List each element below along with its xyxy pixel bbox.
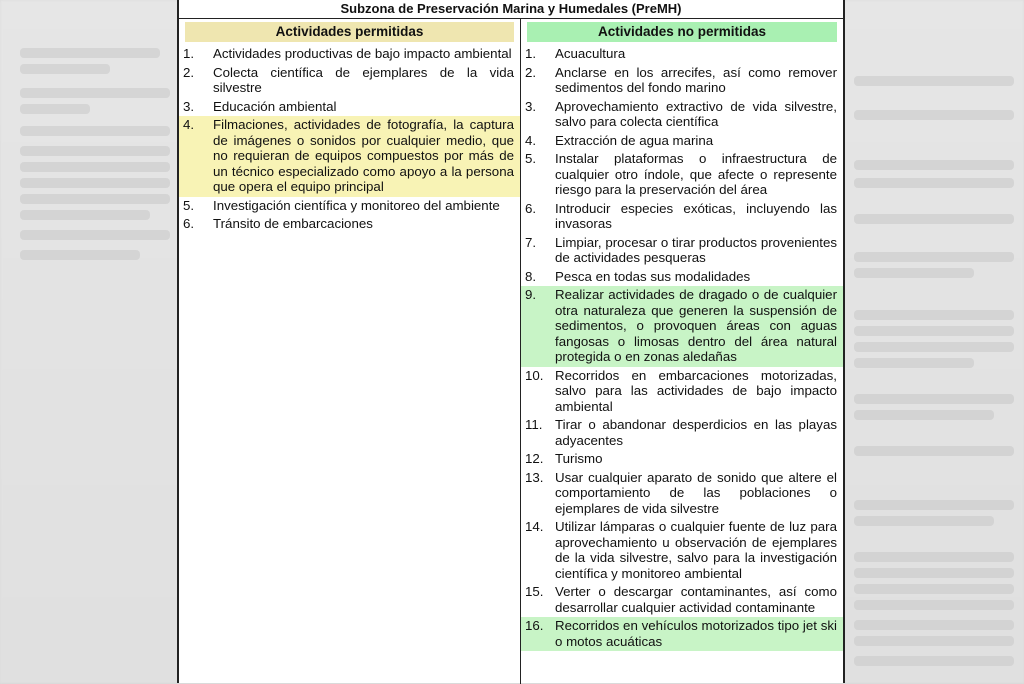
list-item: [179, 45, 520, 64]
item-number: 4.: [183, 117, 195, 132]
item-number: 4.: [525, 132, 537, 148]
item-number: 13.: [525, 469, 544, 485]
item-number: 6.: [183, 216, 195, 231]
list-item: [521, 416, 843, 450]
list-item: [521, 286, 843, 367]
blurred-left-margin: [0, 0, 175, 683]
item-number: 2.: [525, 64, 537, 80]
item-text: Recorridos en embarcaciones motorizadas, salvo para las actividades de bajo impacto ambiental: [555, 367, 837, 414]
permitted-list: [179, 45, 520, 234]
item-number: 9.: [525, 287, 537, 302]
item-text: Instalar plataformas o infraestructura de cualquier otro índole, que afecte o represente riesgo para la preservación del área: [555, 151, 837, 197]
document-table: [177, 0, 845, 683]
item-text: Introducir especies exóticas, incluyendo las invasoras: [555, 200, 837, 231]
item-number: 8.: [525, 268, 537, 284]
item-text: Colecta científica de ejemplares de la vida silvestre: [213, 64, 514, 95]
item-number: 1.: [525, 46, 537, 61]
item-number: 16.: [525, 618, 544, 633]
item-text: Realizar actividades de dragado o de cualquier otra naturaleza que generen la suspensión de sedimentos, o provoquen áreas con aguas fangosas o limosas dentro del área natural protegida o en zonas aledañas: [555, 287, 837, 364]
list-item: [521, 200, 843, 234]
item-text: Tirar o abandonar desperdicios en las playas adyacentes: [555, 417, 837, 448]
table-columns: [179, 19, 843, 684]
list-item: [521, 583, 843, 617]
item-text: Recorridos en vehículos motorizados tipo jet ski o motos acuáticas: [555, 618, 837, 649]
list-item: [179, 98, 520, 117]
item-number: 5.: [525, 151, 537, 166]
list-item: [179, 215, 520, 234]
table-title: Subzona de Preservación Marina y Humedales (PreMH): [179, 0, 843, 19]
not-permitted-header: Actividades no permitidas: [527, 22, 837, 42]
list-item: [521, 234, 843, 268]
list-item: [521, 132, 843, 151]
item-number: 1.: [183, 46, 195, 61]
item-text: Aprovechamiento extractivo de vida silvestre, salvo para colecta científica: [555, 98, 837, 129]
list-item: [179, 64, 520, 98]
item-text: Verter o descargar contaminantes, así como desarrollar cualquier actividad contaminante: [555, 584, 837, 615]
item-number: 7.: [525, 234, 537, 250]
item-number: 3.: [525, 98, 537, 114]
list-item: [179, 197, 520, 216]
item-text: Utilizar lámparas o cualquier fuente de luz para aprovechamiento u observación de ejemplares de la vida silvestre, salvo para la investigación científica y monitoreo ambiental: [555, 519, 837, 581]
list-item: [521, 450, 843, 469]
item-text: Acuacultura: [555, 46, 626, 61]
not-permitted-column: [521, 19, 843, 684]
list-item: [521, 64, 843, 98]
item-text: Actividades productivas de bajo impacto ambiental: [213, 46, 512, 61]
list-item: [521, 45, 843, 64]
item-text: Anclarse en los arrecifes, así como remover sedimentos del fondo marino: [555, 64, 837, 95]
item-number: 2.: [183, 64, 195, 80]
item-text: Turismo: [555, 451, 603, 466]
item-text: Investigación científica y monitoreo del ambiente: [213, 197, 500, 213]
item-number: 10.: [525, 367, 544, 383]
permitted-column: [179, 19, 521, 684]
blurred-right-margin: [844, 0, 1024, 683]
item-text: Usar cualquier aparato de sonido que altere el comportamiento de las poblaciones o ejemplares de vida silvestre: [555, 469, 837, 516]
item-text: Extracción de agua marina: [555, 132, 714, 148]
list-item: [521, 518, 843, 583]
item-text: Filmaciones, actividades de fotografía, la captura de imágenes o sonidos por cualquier medio, que no requieran de equipos compuestos por más de un técnico especializado como apoyo a la persona que opera el equipo principal: [213, 117, 514, 194]
item-text: Pesca en todas sus modalidades: [555, 268, 751, 284]
item-number: 5.: [183, 197, 195, 213]
list-item: [521, 367, 843, 417]
item-number: 11.: [525, 417, 543, 432]
item-text: Tránsito de embarcaciones: [213, 216, 373, 231]
item-number: 14.: [525, 519, 544, 534]
list-item: [521, 150, 843, 200]
permitted-header: Actividades permitidas: [185, 22, 514, 42]
list-item: [521, 617, 843, 651]
item-text: Educación ambiental: [213, 98, 337, 114]
list-item: [521, 268, 843, 287]
list-item: [179, 116, 520, 197]
not-permitted-list: [521, 45, 843, 651]
list-item: [521, 98, 843, 132]
item-number: 6.: [525, 200, 537, 216]
item-number: 3.: [183, 98, 195, 114]
item-text: Limpiar, procesar o tirar productos provenientes de actividades pesqueras: [555, 234, 837, 265]
item-number: 15.: [525, 584, 544, 599]
item-number: 12.: [525, 451, 544, 466]
list-item: [521, 469, 843, 519]
